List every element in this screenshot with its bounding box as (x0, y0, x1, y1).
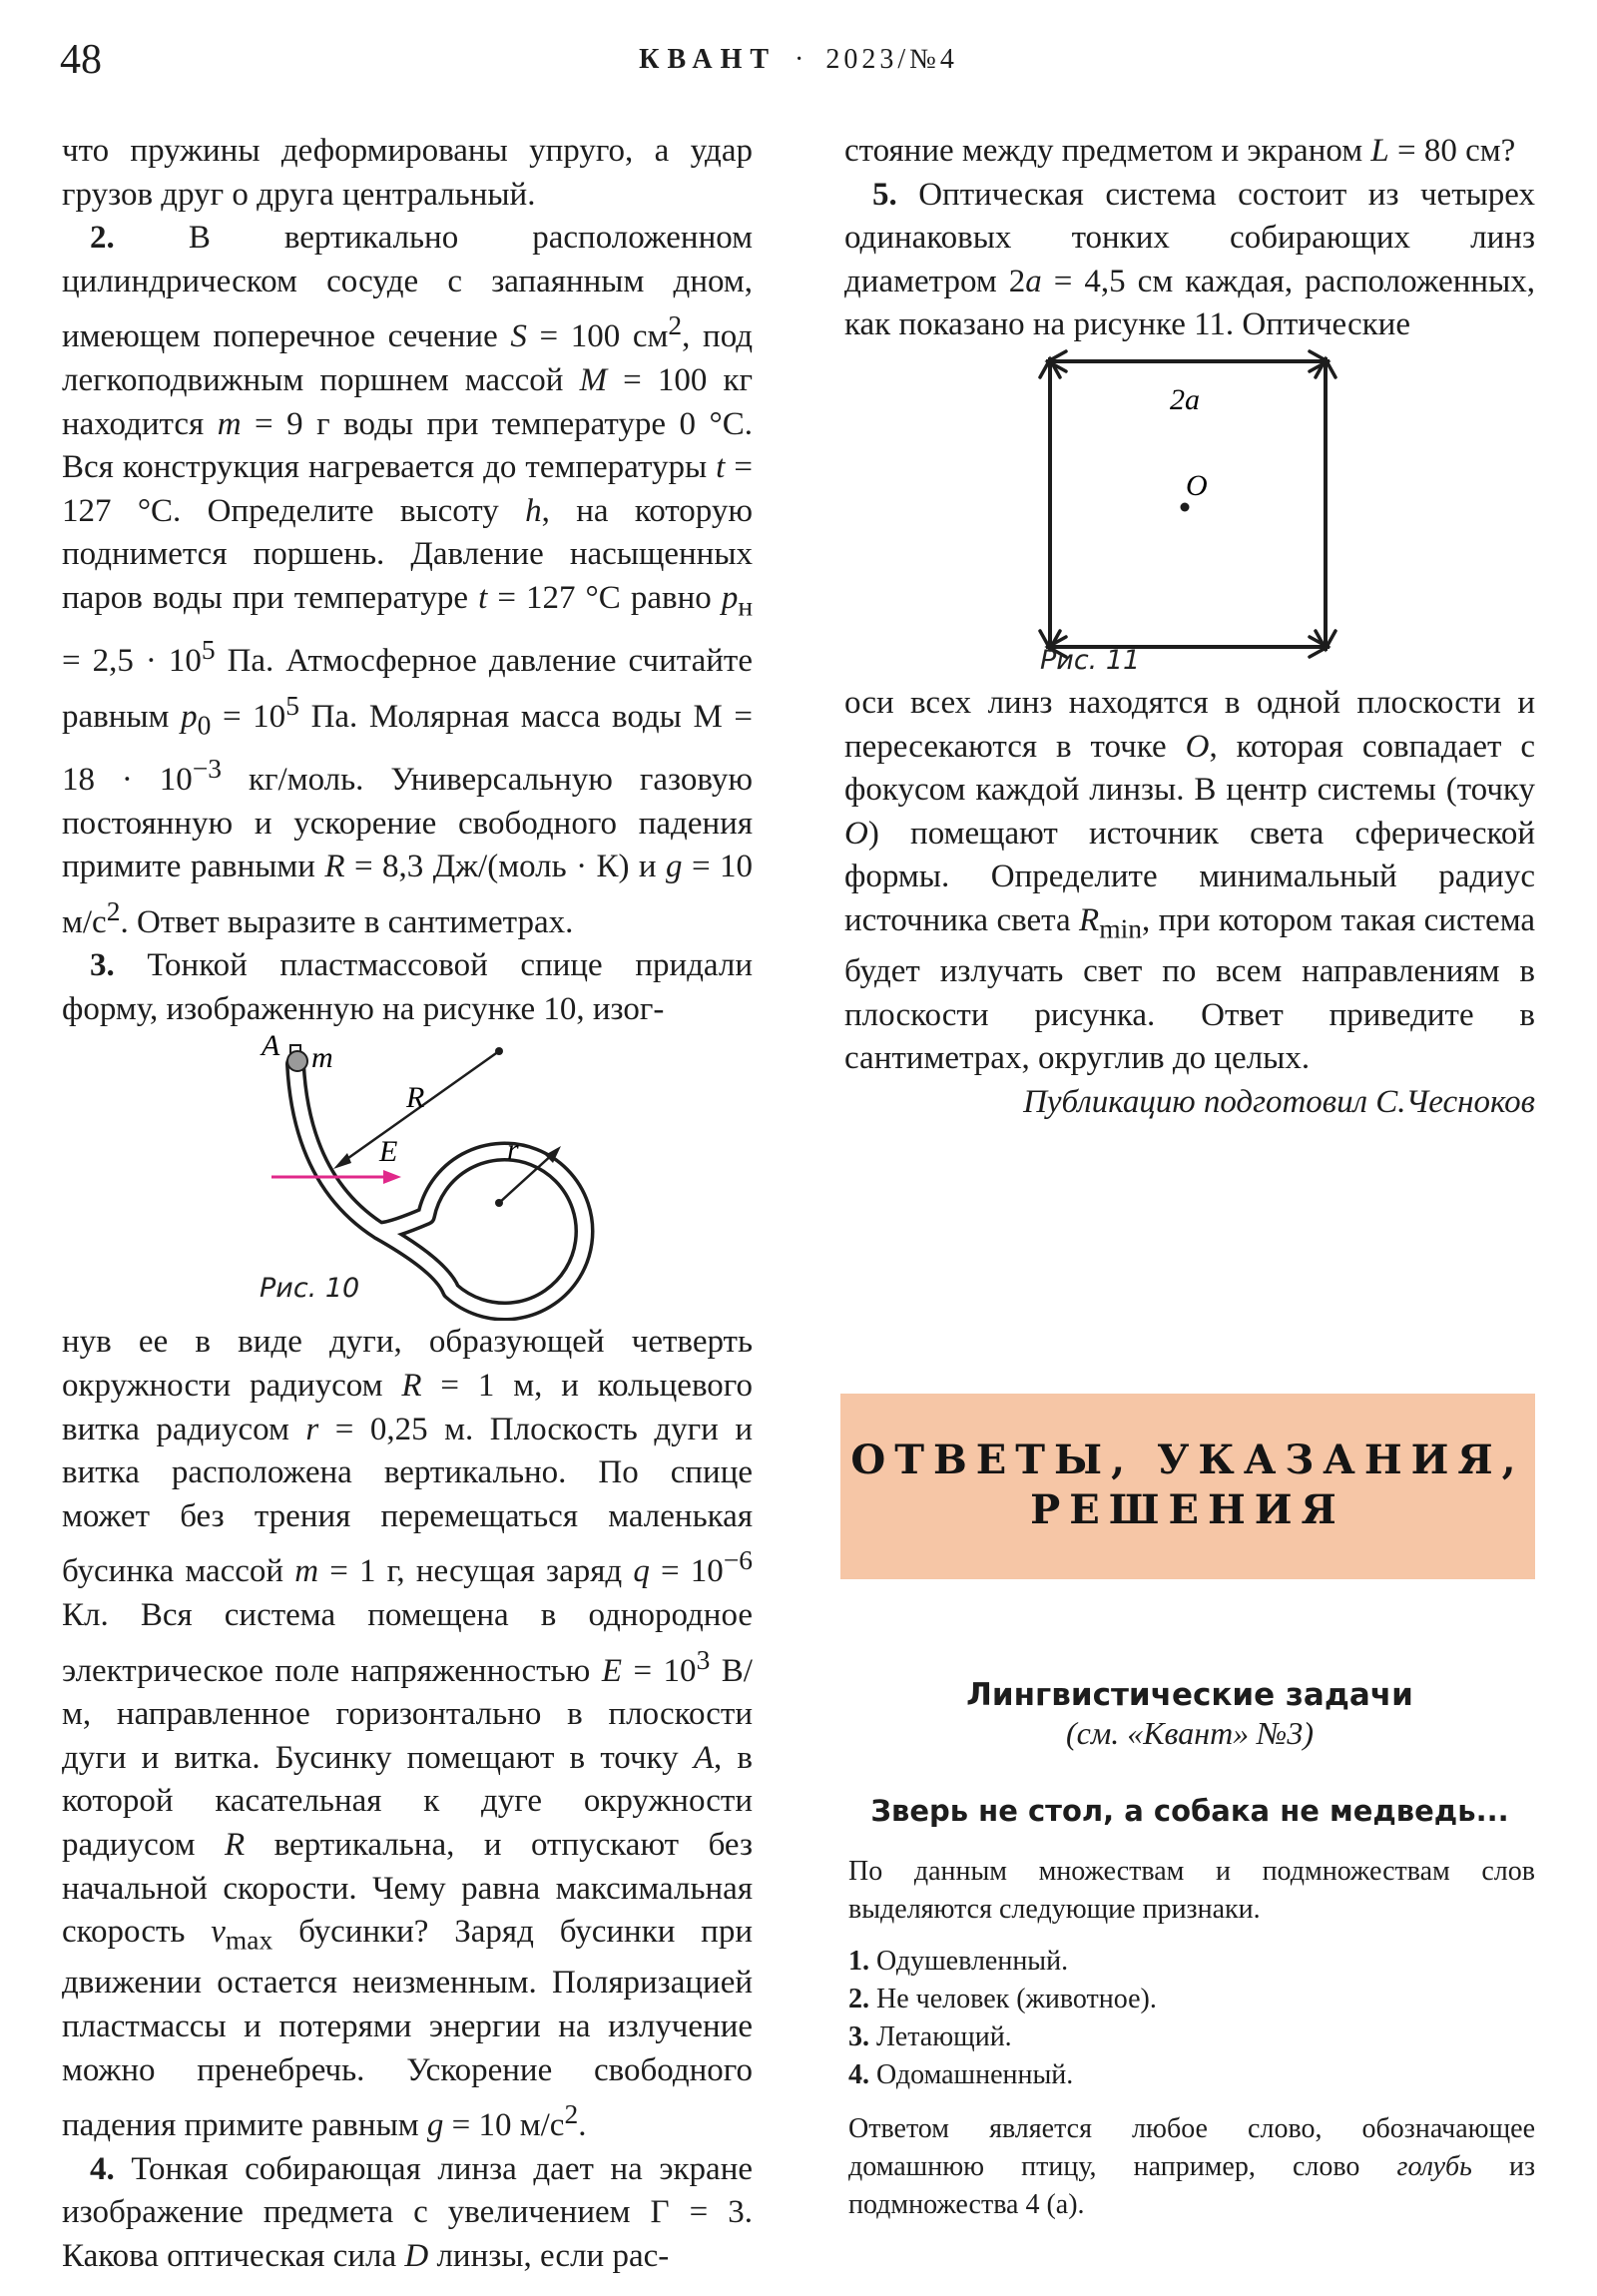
var-l: L (1370, 133, 1389, 169)
var-h: h (525, 492, 542, 529)
field-arrow-head (383, 1170, 401, 1184)
var-r-cap: R (324, 849, 345, 885)
label-a: A (262, 1031, 280, 1063)
problem-2-text: = 127 °С. Определите высоту (62, 449, 753, 529)
problem-3-text: Кл. Вся система помещена в однородное электрическое поле напряженностью (62, 1597, 753, 1689)
var-t: t (478, 579, 488, 616)
bead (287, 1051, 307, 1071)
page-header (60, 36, 1537, 86)
problem-4-text: = 80 см? (1396, 133, 1516, 169)
problem-3-text: нув ее в виде дуги, образующей четверть окружности радиусом (62, 1324, 753, 1405)
figure-11 (844, 347, 1535, 682)
problem-3-text: вертикальна, и отпускают без начальной скорости. Чему равна максимальная скорость (62, 1827, 754, 1951)
exponent: 2 (564, 2098, 579, 2130)
arc-center (495, 1047, 503, 1055)
var-r-cap: R (1079, 901, 1100, 938)
problem-2 (62, 217, 753, 944)
subscript: max (225, 1924, 273, 1956)
journal-issue: 2023/№4 (825, 44, 958, 75)
problem-5-text: , при котором такая система будет излучать свет по всем направлениям в плоскости рисунка. Ответ приведите в сантиметрах, округлив до целых. (844, 901, 1536, 1077)
problem-3-text: = 0,25 м. Плоскость дуги и витка расположена вертикально. По спице может без трения перемещаться маленькая бусинка массой (62, 1411, 753, 1590)
answers-banner-line-2: РЕШЕНИЯ (1030, 1486, 1345, 1533)
problem-4-text: линзы, если рас- (436, 2237, 670, 2274)
journal-title (60, 44, 1537, 76)
radius-r-arrowhead (333, 1153, 351, 1169)
answer-word: голубь (1396, 2151, 1472, 2182)
label-2a: 2a (1170, 382, 1200, 416)
label-r-cap: R (406, 1081, 425, 1115)
right-column (844, 130, 1535, 1125)
problem-4-text: Тонкая собирающая линза дает на экране изображение предмета с увеличением Γ = 3. Какова оптическая сила (62, 2150, 754, 2274)
problem-3-text: = 10 м/с (451, 2107, 565, 2144)
subscript: min (1099, 912, 1142, 944)
problem-2-number: 2. (90, 220, 115, 257)
exponent: 5 (285, 689, 299, 721)
problem-3-start (62, 944, 753, 1031)
var-a: a (1025, 263, 1042, 299)
features-list (848, 1943, 1535, 2094)
label-m: m (311, 1041, 333, 1075)
problem-4-number: 4. (90, 2150, 115, 2187)
problem-5-text: Оптическая система состоит из четырех одинаковых тонких собирающих линз диаметром 2 (844, 176, 1535, 299)
problem-2-text: Па. Молярная масса воды М = 18 · 10 (62, 698, 754, 798)
problem-3-text: = 10 (633, 1652, 697, 1689)
figure-10-drawing (62, 1031, 753, 1321)
list-item (848, 1981, 1535, 2018)
var-r-cap: R (401, 1368, 422, 1405)
var-o: O (844, 815, 868, 852)
var-r-cap: R (224, 1827, 246, 1863)
var-r: r (305, 1411, 319, 1447)
list-item-text: Не человек (животное). (876, 1984, 1157, 2014)
problem-3-text: = 1 м, и кольцевого витка радиусом (62, 1368, 754, 1447)
problem-3-number: 3. (90, 947, 115, 984)
answer-text-part: из подмножества 4 (а). (848, 2151, 1536, 2220)
problem-3-text: . (578, 2107, 587, 2144)
problem-5-text: ) помещают источник света сферической формы. Определите минимальный радиус источника света (844, 815, 1535, 938)
linguistics-answer (848, 2110, 1535, 2224)
linguistics-title: Лингвистические задачи (966, 1677, 1413, 1713)
list-item-number: 2. (848, 1984, 869, 2014)
answer-text (848, 2110, 1535, 2224)
var-a: A (693, 1739, 714, 1776)
label-r: r (507, 1133, 519, 1167)
label-e: E (379, 1135, 398, 1169)
linguistics-intro (848, 1853, 1535, 1929)
var-p: p (181, 698, 198, 735)
figure-11-drawing (844, 347, 1535, 682)
problem-2-text: = 10 (222, 698, 286, 735)
publication-credit: Публикацию подготовил С.Чесноков (1023, 1083, 1535, 1120)
problem-2-text: Па. Атмосферное давление считайте равным (62, 643, 753, 735)
problem-5-text: = 4,5 см каждая, расположенных, как показано на рисунке 11. Оптические (844, 263, 1536, 343)
list-item (848, 2018, 1535, 2056)
exponent: 2 (668, 309, 683, 341)
figure-10 (62, 1031, 753, 1321)
answers-banner-text (840, 1435, 1535, 1535)
problem-4-continued (844, 130, 1535, 174)
label-o: O (1186, 468, 1208, 502)
var-o: O (1185, 728, 1210, 765)
var-d: D (404, 2237, 429, 2274)
paragraph-continued: что пружины деформированы упруго, а удар грузов друг о друга центральный. (62, 133, 753, 213)
problem-2-text: = 127 °С равно (497, 579, 712, 616)
problem-2-text: , под легкоподвижным поршнем массой (62, 318, 754, 398)
list-item (848, 1943, 1535, 1981)
problem-5-number: 5. (872, 176, 897, 213)
point-o (1181, 502, 1190, 511)
linguistics-problem-title: Зверь не стол, а собака не медведь... (870, 1794, 1509, 1828)
var-m-cap: M (579, 361, 608, 398)
var-m: m (217, 405, 242, 442)
linguistics-reference: (см. «Квант» №3) (1065, 1715, 1314, 1751)
exponent: 2 (106, 894, 121, 926)
problem-3-text: = 10 (660, 1553, 724, 1590)
var-v: v (211, 1914, 226, 1951)
problem-2-text: = 8,3 Дж/(моль · К) и (354, 849, 657, 885)
page-number: 48 (60, 37, 102, 83)
figure-10-caption: Рис. 10 (260, 1273, 360, 1305)
left-column (62, 130, 753, 2279)
problem-5-text: , которая совпадает с фокусом каждой линзы. В центр системы (точку (844, 728, 1536, 809)
list-item-number: 3. (848, 2021, 869, 2052)
problem-5-continued (844, 682, 1535, 1081)
ring-center (495, 1199, 503, 1207)
problem-2-text: = 9 г воды при температуре 0 °С. Вся конструкция нагревается до температуры (62, 405, 753, 486)
journal-name: КВАНТ (639, 44, 778, 75)
var-g: g (666, 849, 683, 885)
problem-3-text: бусинки? Заряд бусинки при движении остается неизменным. Поляризацией пластмассы и потерями энергии на излучение можно пренебречь. Ускорение свободного падения примите равным (62, 1914, 754, 2144)
list-item-text: Одомашненный. (876, 2059, 1074, 2090)
var-m: m (294, 1553, 319, 1590)
list-item-number: 4. (848, 2059, 869, 2090)
problem-3-text: = 1 г, несущая заряд (329, 1553, 623, 1590)
answers-section-banner (840, 1394, 1535, 1579)
figure-11-caption: Рис. 11 (1040, 644, 1141, 676)
exponent: 3 (696, 1643, 711, 1675)
answers-banner-line-1: ОТВЕТЫ, УКАЗАНИЯ, (850, 1436, 1525, 1483)
problem-4 (62, 2148, 753, 2279)
problem-5-text: оси всех линз находятся в одной плоскости и пересекаются в точке (844, 684, 1535, 765)
header-separator: · (795, 44, 808, 75)
subscript: 0 (197, 709, 212, 741)
problem-3-text: , в которой касательная к дуге окружности радиусом (62, 1739, 753, 1863)
problem-2-text: = 100 кг находится (62, 361, 754, 442)
var-s: S (510, 318, 527, 355)
problem-3-text: В/м, направленное горизонтально в плоскости дуги и витка. Бусинку помещают в точку (62, 1652, 753, 1776)
exponent: 5 (201, 634, 216, 666)
problem-2-text: кг/моль. Универсальную газовую постоянную и ускорение свободного падения примите равными (62, 761, 753, 885)
exponent: −3 (192, 752, 223, 784)
var-p: p (721, 579, 739, 616)
problem-2-text: , на которую поднимется поршень. Давление насыщенных паров воды при температуре (62, 492, 753, 616)
problem-5 (844, 174, 1535, 347)
var-g: g (426, 2107, 444, 2144)
list-item-number: 1. (848, 1946, 869, 1977)
answer-text-part: Ответом является любое слово, обозначающее домашнюю птицу, например, слово (848, 2113, 1535, 2182)
list-item-text: Одушевленный. (876, 1946, 1069, 1977)
var-t: t (716, 449, 726, 486)
problem-2-text: = 10 м/с (62, 849, 754, 940)
problem-2-text: = 2,5 · 10 (62, 643, 202, 680)
intro-text: По данным множествам и подмножествам слов выделяются следующие признаки. (848, 1856, 1535, 1925)
problem-2-text: . Ответ выразите в сантиметрах. (120, 903, 574, 940)
problem-3-text: Тонкой пластмассовой спице придали форму, изображенную на рисунке 10, изог- (62, 947, 753, 1027)
problem-4-text: стояние между предметом и экраном (844, 133, 1363, 169)
subscript: н (738, 590, 754, 622)
exponent: −6 (723, 1544, 753, 1576)
var-e: E (601, 1652, 622, 1689)
var-q: q (633, 1553, 650, 1590)
problem-3-continued (62, 1321, 753, 2147)
problem-2-text: В вертикально расположенном цилиндрическом сосуде с запаянным дном, имеющем поперечное сечение (62, 220, 754, 355)
problem-2-text: = 100 см (539, 318, 669, 355)
list-item (848, 2056, 1535, 2094)
list-item-text: Летающий. (876, 2021, 1012, 2052)
